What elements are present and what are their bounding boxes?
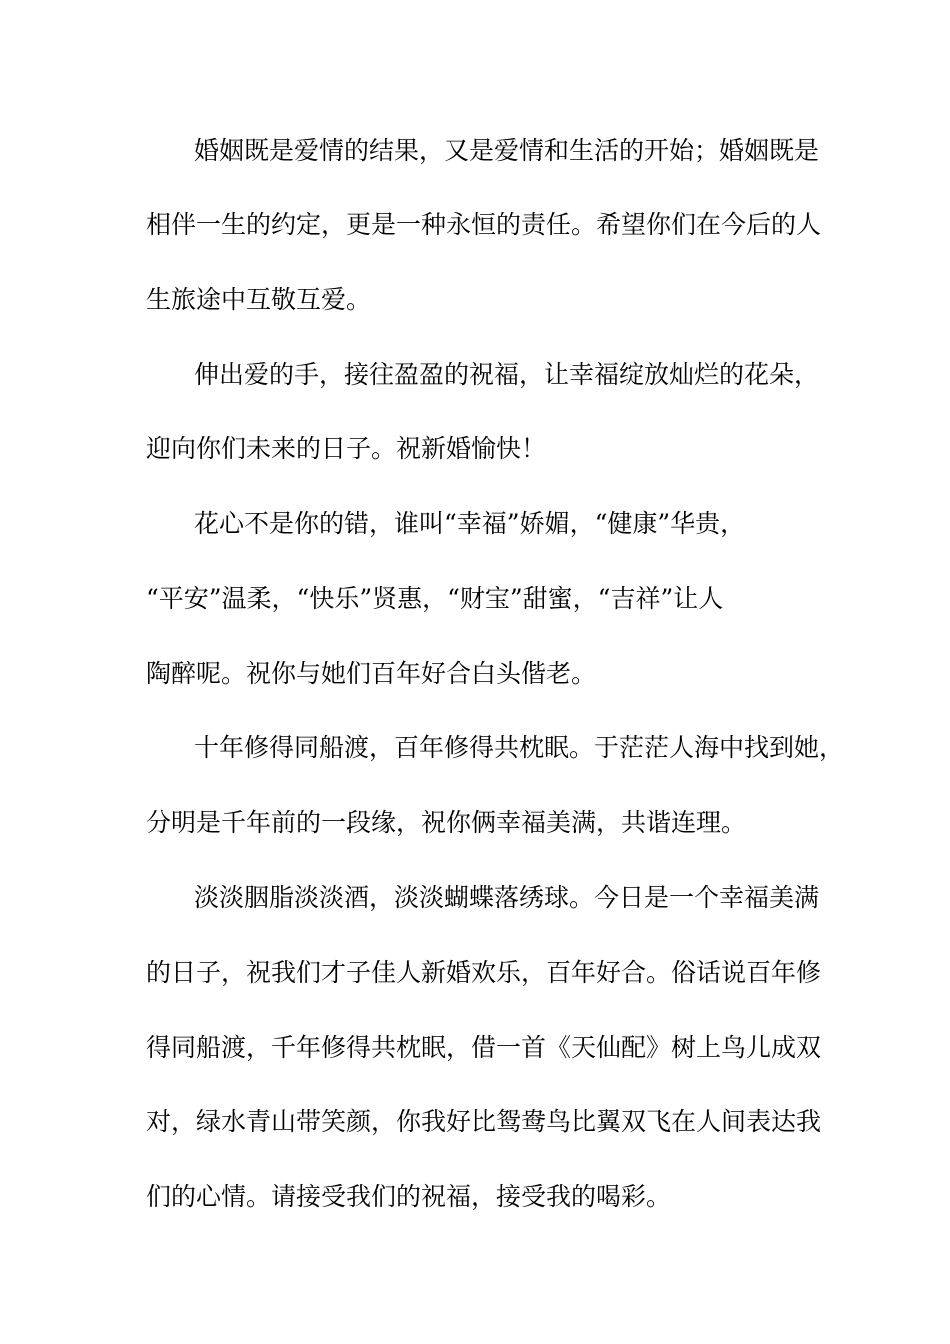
text-line: 婚姻既是爱情的结果，又是爱情和生活的开始；婚姻既是 (194, 136, 820, 165)
text-line: 陶醉呢。祝你与她们百年好合白头偕老。 (146, 659, 597, 688)
text-line: 相伴一生的约定，更是一种永恒的责任。希望你们在今后的人 (146, 210, 822, 239)
text-line: 十年修得同船渡，百年修得共枕眠。于茫茫人海中找到她， (194, 733, 845, 762)
text-line: 们的心情。请接受我们的祝福，接受我的喝彩。 (146, 1182, 672, 1211)
text-line: 对，绿水青山带笑颜，你我好比鸳鸯鸟比翼双飞在人间表达我 (146, 1107, 822, 1136)
text-line: 的日子，祝我们才子佳人新婚欢乐，百年好合。俗话说百年修 (146, 958, 822, 987)
text-line: 伸出爱的手，接往盈盈的祝福，让幸福绽放灿烂的花朵， (194, 360, 820, 389)
text-line: 淡淡胭脂淡淡酒，淡淡蝴蝶落绣球。今日是一个幸福美满 (194, 883, 820, 912)
text-line: 生旅途中互敬互爱。 (146, 285, 372, 314)
text-line: “平安”温柔，“快乐”贤惠，“财宝”甜蜜，“吉祥”让人 (146, 584, 724, 613)
text-line: 得同船渡，千年修得共枕眠，借一首《天仙配》树上鸟儿成双 (146, 1033, 822, 1062)
text-line: 分明是千年前的一段缘，祝你俩幸福美满，共谐连理。 (146, 808, 747, 837)
text-line: 花心不是你的错，谁叫“幸福”娇媚，“健康”华贵， (194, 509, 746, 538)
text-line: 迎向你们未来的日子。祝新婚愉快！ (146, 434, 547, 463)
